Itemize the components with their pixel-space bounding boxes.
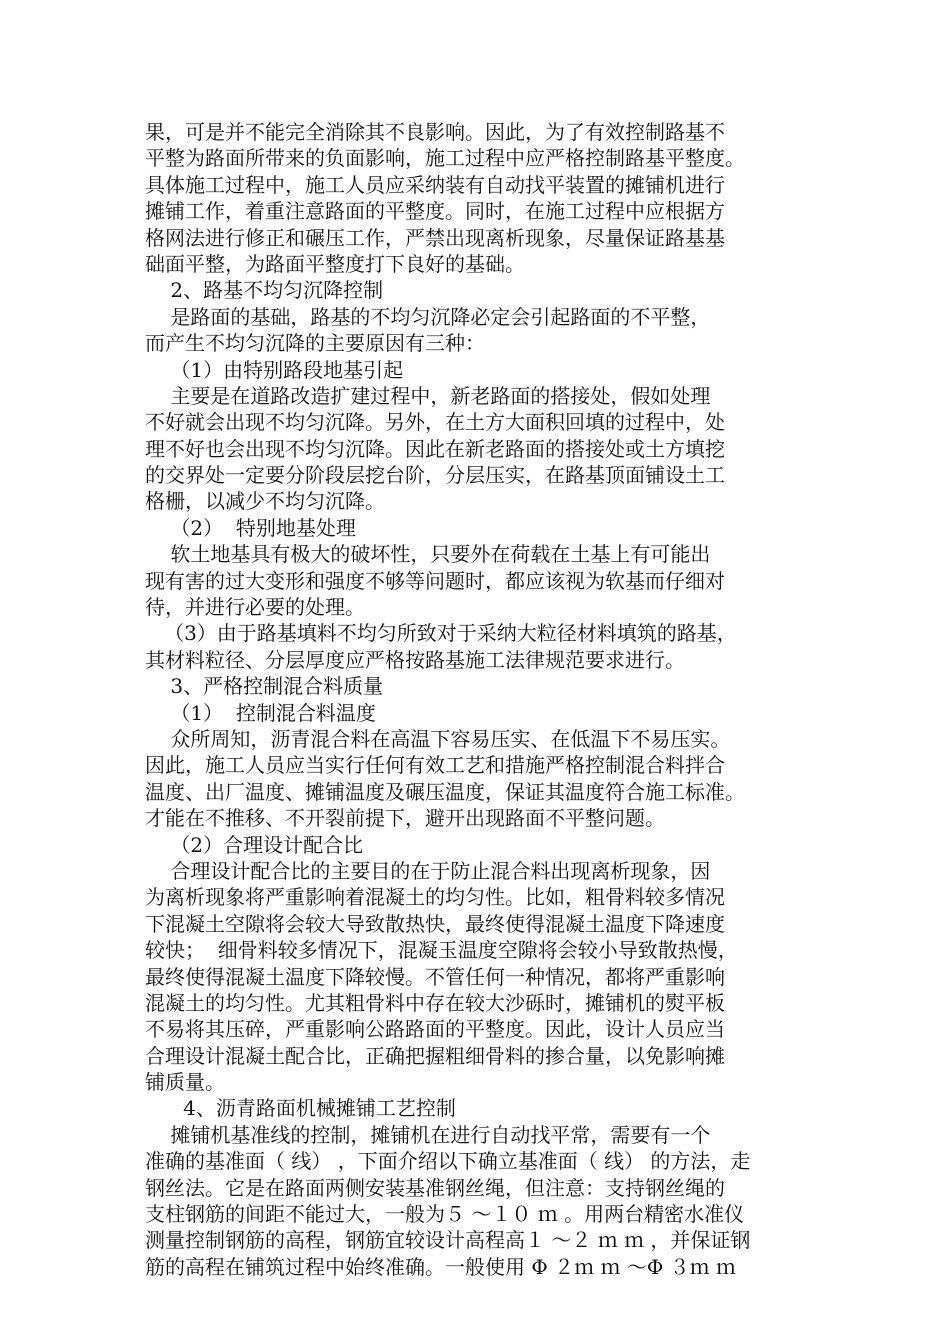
text-line: 2、路基不均匀沉降控制 <box>145 278 384 303</box>
text-line: 软土地基具有极大的破坏性，只要外在荷载在土基上有可能出 <box>145 542 711 567</box>
text-line: 不好就会出现不均匀沉降。另外，在土方大面积回填的过程中，处 <box>145 410 725 435</box>
text-line: （1） 控制混合料温度 <box>145 700 376 725</box>
text-line: 其材料粒径、分层厚度应严格按路基施工法律规范要求进行。 <box>145 647 685 672</box>
text-line: 测量控制钢筋的高程，钢筋宜较设计高程高１ ～２ ｍ ｍ ，并保证钢 <box>145 1228 751 1253</box>
text-line: 础面平整，为路面平整度打下良好的基础。 <box>145 251 525 276</box>
text-line: 待，并进行必要的处理。 <box>145 595 365 620</box>
text-line: （2）合理设计配合比 <box>145 832 364 857</box>
text-line: 摊铺机基准线的控制，摊铺机在进行自动找平常，需要有一个 <box>145 1122 711 1147</box>
text-line: 果，可是并不能完全消除其不良影响。因此，为了有效控制路基不 <box>145 120 725 144</box>
text-line: 众所周知，沥青混合料在高温下容易压实、在低温下不易压实。 <box>145 726 731 751</box>
text-line: 下混凝土空隙将会较大导致散热快，最终使得混凝土温度下降速度 <box>145 911 725 936</box>
text-line: 是路面的基础，路基的不均匀沉降必定会引起路面的不平整， <box>145 304 711 329</box>
text-line: （1）由特别路段地基引起 <box>145 357 404 382</box>
text-line: 筋的高程在铺筑过程中始终准确。一般使用 Φ ２ｍ ｍ ～Φ ３ｍ ｍ <box>145 1254 736 1279</box>
text-line: 格网法进行修正和碾压工作，严禁出现离析现象，尽量保证路基基 <box>145 225 725 250</box>
text-line: （3）由于路基填料不均匀所致对于采纳大粒径材料填筑的路基， <box>145 621 737 646</box>
text-line: 合理设计配合比的主要目的在于防止混合料出现离析现象，因 <box>145 858 711 883</box>
text-line: 主要是在道路改造扩建过程中，新老路面的搭接处，假如处理 <box>145 383 711 408</box>
text-line: 最终使得混凝土温度下降较慢。不管任何一种情况，都将严重影响 <box>145 964 725 989</box>
text-line: 混凝土的均匀性。尤其粗骨料中存在较大沙砾时，摊铺机的熨平板 <box>145 990 725 1015</box>
text-line: 3、严格控制混合料质量 <box>145 674 384 699</box>
text-line: 才能在不推移、不开裂前提下，避开出现路面不平整问题。 <box>145 806 665 831</box>
text-line: 而产生不均匀沉降的主要原因有三种： <box>145 331 485 356</box>
text-line: 为离析现象将严重影响着混凝土的均匀性。比如，粗骨料较多情况 <box>145 885 725 910</box>
text-line: 摊铺工作，着重注意路面的平整度。同时，在施工过程中应根据方 <box>145 199 725 224</box>
text-line: 的交界处一定要分阶段层挖台阶，分层压实，在路基顶面铺设土工 <box>145 463 725 488</box>
text-line: 合理设计混凝土配合比，正确把握粗细骨料的掺合量，以免影响摊 <box>145 1043 725 1068</box>
text-line: 不易将其压碎，严重影响公路路面的平整度。因此，设计人员应当 <box>145 1017 725 1042</box>
text-line: 准确的基准面（ 线） ，下面介绍以下确立基准面（ 线） 的方法，走 <box>145 1149 751 1174</box>
text-line: 因此，施工人员应当实行任何有效工艺和措施严格控制混合料拌合 <box>145 753 725 778</box>
text-line: 平整为路面所带来的负面影响，施工过程中应严格控制路基平整度。 <box>145 146 745 171</box>
text-line: 支柱钢筋的间距不能过大，一般为５ ～１０ ｍ 。用两台精密水准仪 <box>145 1202 745 1227</box>
text-line: 铺质量。 <box>145 1070 225 1095</box>
text-line: 较快； 细骨料较多情况下，混凝玉温度空隙将会较小导致散热慢， <box>145 938 738 963</box>
text-line: 温度、出厂温度、摊铺温度及碾压温度，保证其温度符合施工标准。 <box>145 779 745 804</box>
text-line: 具体施工过程中，施工人员应采纳装有自动找平装置的摊铺机进行 <box>145 172 725 197</box>
text-line: 4、沥青路面机械摊铺工艺控制 <box>145 1096 456 1121</box>
text-line: 现有害的过大变形和强度不够等问题时，都应该视为软基而仔细对 <box>145 568 725 593</box>
body-text <box>145 119 805 1280</box>
text-line: 理不好也会出现不均匀沉降。因此在新老路面的搭接处或土方填挖 <box>145 436 725 461</box>
text-line: 格栅，以减少不均匀沉降。 <box>145 489 385 514</box>
text-line: 钢丝法。它是在路面两侧安装基准钢丝绳，但注意：支持钢丝绳的 <box>145 1175 725 1200</box>
text-line: （2） 特别地基处理 <box>145 515 356 540</box>
